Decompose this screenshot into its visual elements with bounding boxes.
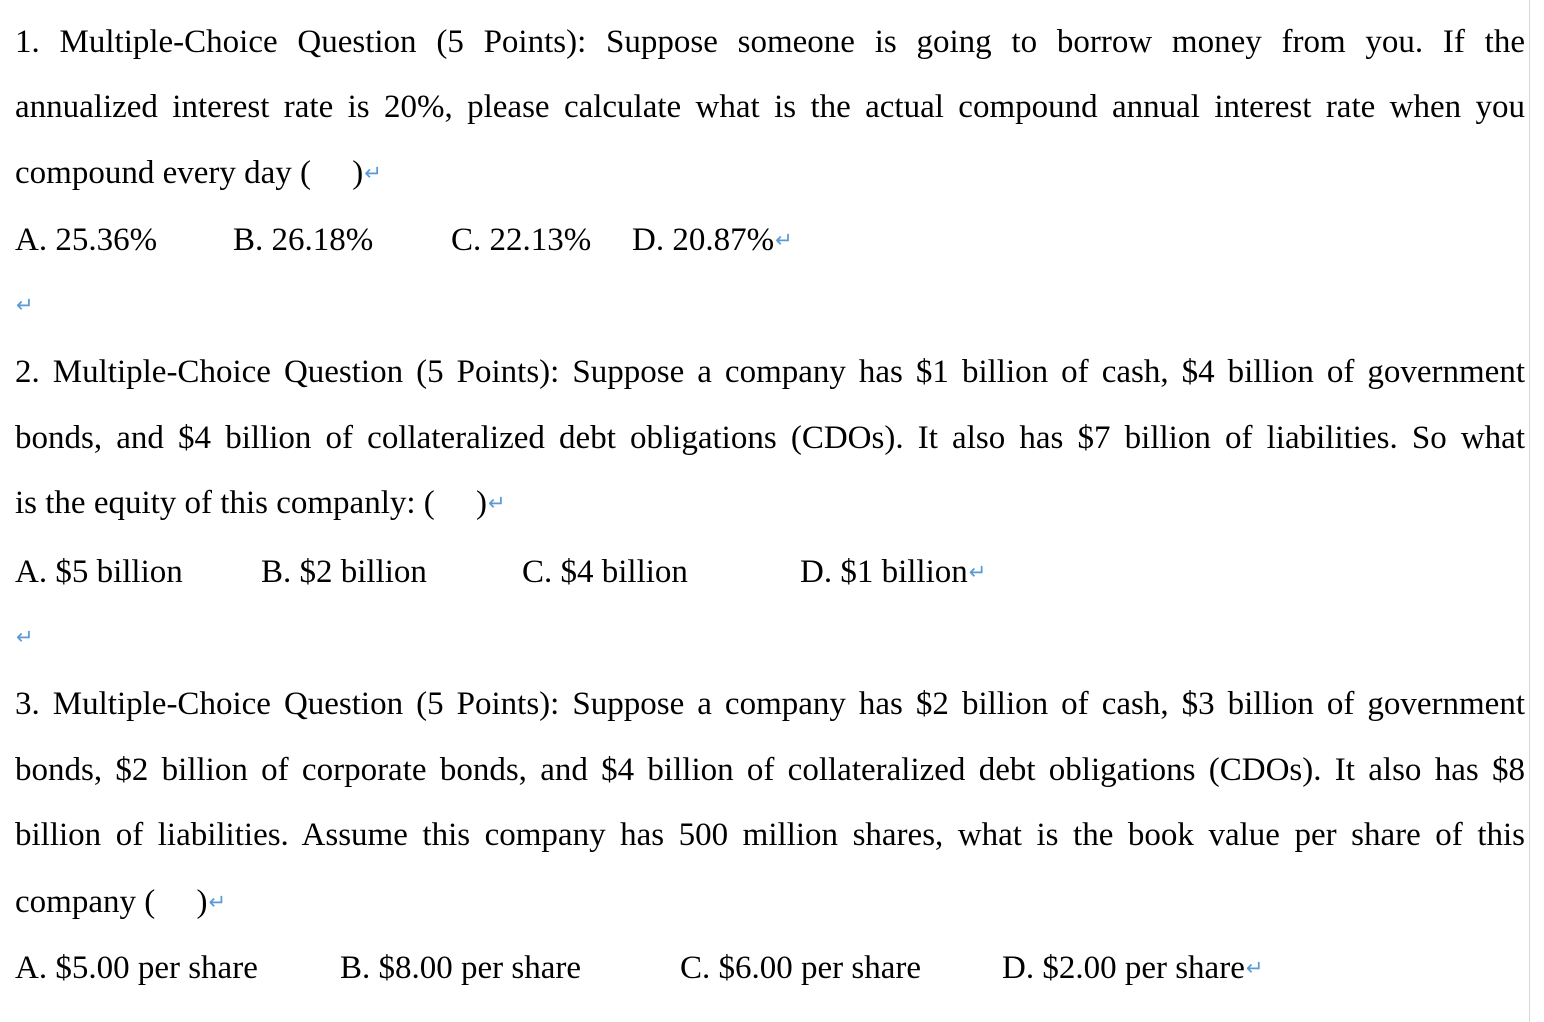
question-3-line-2: bonds, $2 billion of corporate bonds, and $4 billion of collateralized debt obligations (CDOs). It also has $8 [15,752,1525,788]
paragraph-mark-icon: ↵ [775,228,793,252]
question-1-option-a: A. 25.36% [15,222,158,258]
paragraph-mark-icon: ↵ [208,890,227,914]
question-1-option-b: B. 26.18% [233,222,374,258]
question-1-option-d-text: D. 20.87% [632,222,775,258]
paragraph-mark-icon: ↵ [968,560,987,584]
question-3-option-d-text: D. $2.00 per share [1002,950,1245,986]
question-3-option-a: A. $5.00 per share [15,950,258,986]
question-1-line-3-text: compound every day ( ) [15,155,364,191]
question-3-line-4-text: company ( ) [15,884,208,920]
question-1-line-2: annualized interest rate is 20%, please calculate what is the actual compound annual interest rate when you [15,89,1525,125]
question-2-option-d [800,552,986,592]
paragraph-mark-icon: ↵ [364,161,382,185]
question-2-line-1: 2. Multiple-Choice Question (5 Points): Suppose a company has $1 billion of cash, $4 billion of government [15,354,1525,390]
paragraph-mark-icon: ↵ [16,293,34,317]
question-2-option-c: C. $4 billion [522,554,688,590]
empty-paragraph-1 [15,285,34,325]
question-2-option-d-text: D. $1 billion [800,554,968,590]
question-3-option-d [1002,948,1263,988]
question-2-line-2: bonds, and $4 billion of collateralized debt obligations (CDOs). It also has $7 billion of liabilities. So what [15,420,1525,456]
question-3-line-4 [15,882,226,922]
question-2-line-3-text: is the equity of this companly: ( ) [15,485,488,521]
question-1-option-c: C. 22.13% [451,222,592,258]
question-1-line-1: 1. Multiple-Choice Question (5 Points): Suppose someone is going to borrow money from you. If the [15,24,1525,60]
question-3-option-b: B. $8.00 per share [340,950,582,986]
question-2-line-3 [15,483,506,523]
question-1-option-d [632,220,793,260]
question-3-line-3: billion of liabilities. Assume this company has 500 million shares, what is the book value per share of this [15,817,1525,853]
question-2-option-a: A. $5 billion [15,554,183,590]
question-1-line-3 [15,153,382,193]
question-2-option-b: B. $2 billion [261,554,427,590]
question-3-line-1: 3. Multiple-Choice Question (5 Points): Suppose a company has $2 billion of cash, $3 billion of government [15,686,1525,722]
paragraph-mark-icon: ↵ [16,625,34,649]
question-3-option-c: C. $6.00 per share [680,950,922,986]
page-edge-divider [1529,0,1544,1022]
empty-paragraph-2 [15,617,34,657]
paragraph-mark-icon: ↵ [488,491,506,515]
paragraph-mark-icon: ↵ [1245,956,1264,980]
